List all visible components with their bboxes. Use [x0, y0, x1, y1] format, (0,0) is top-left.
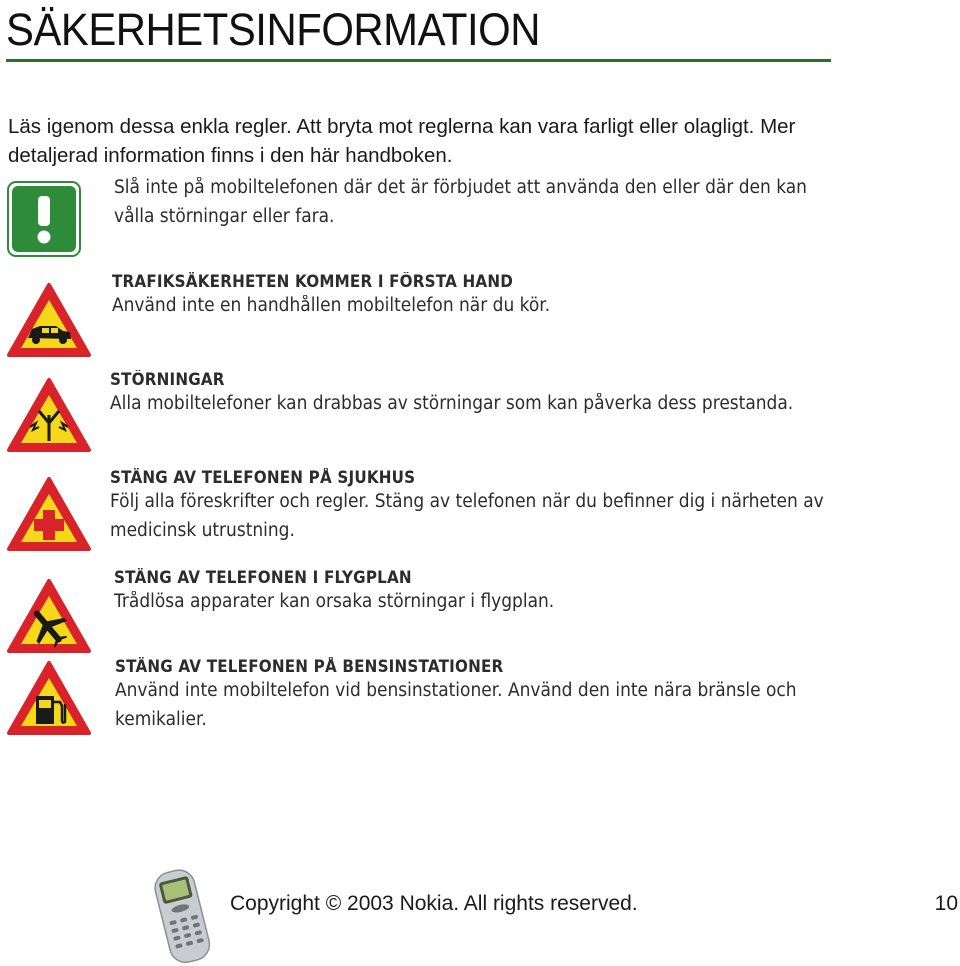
section-heading: STÄNG AV TELEFONEN I FLYGPLAN [114, 568, 412, 587]
interference-warning-icon [6, 377, 92, 453]
section-switch-on-safely [114, 173, 944, 231]
section-body: Följ alla föreskrifter och regler. Stäng av telefonen när du befinner dig i närheten av medicinsk utrustning. [110, 491, 824, 541]
section-aircraft [114, 568, 944, 616]
section-hospitals [110, 468, 940, 545]
section-refuelling [115, 657, 945, 734]
section-heading: STÄNG AV TELEFONEN PÅ SJUKHUS [110, 468, 416, 487]
phone-illustration-icon [148, 866, 218, 964]
airplane-warning-icon [6, 578, 92, 654]
section-body: Använd inte en handhållen mobiltelefon när du kör. [112, 295, 551, 316]
page-number: 10 [934, 892, 958, 915]
fuel-pump-warning-icon [6, 660, 92, 736]
section-heading: TRAFIKSÄKERHETEN KOMMER I FÖRSTA HAND [112, 272, 514, 291]
hospital-cross-icon [6, 476, 92, 552]
copyright-text: Copyright © 2003 Nokia. All rights reserved. [230, 892, 638, 915]
section-body: Alla mobiltelefoner kan drabbas av störningar som kan påverka dess prestanda. [110, 393, 794, 414]
intro-paragraph [8, 112, 838, 170]
exclamation-sign-icon [6, 180, 82, 258]
section-interference [110, 370, 940, 418]
intro-line-1: Läs igenom dessa enkla regler. Att bryta mot reglerna kan vara farligt eller olagligt. Mer [8, 115, 796, 138]
section-body: Trådlösa apparater kan orsaka störningar i flygplan. [114, 591, 555, 612]
section-heading: STÖRNINGAR [110, 370, 225, 389]
section-road-safety [112, 272, 942, 320]
section-heading: STÄNG AV TELEFONEN PÅ BENSINSTATIONER [115, 657, 504, 676]
title-rule [6, 59, 831, 62]
section-body: Använd inte mobiltelefon vid bensinstationer. Använd den inte nära bränsle och kemikalier. [115, 680, 797, 730]
section-body: Slå inte på mobiltelefonen där det är förbjudet att använda den eller där den kan vålla störningar eller fara. [114, 177, 807, 227]
car-warning-icon [6, 282, 92, 358]
intro-line-2: detaljerad information finns i den här handboken. [8, 144, 453, 167]
page-title: SÄKERHETSINFORMATION [6, 4, 541, 55]
